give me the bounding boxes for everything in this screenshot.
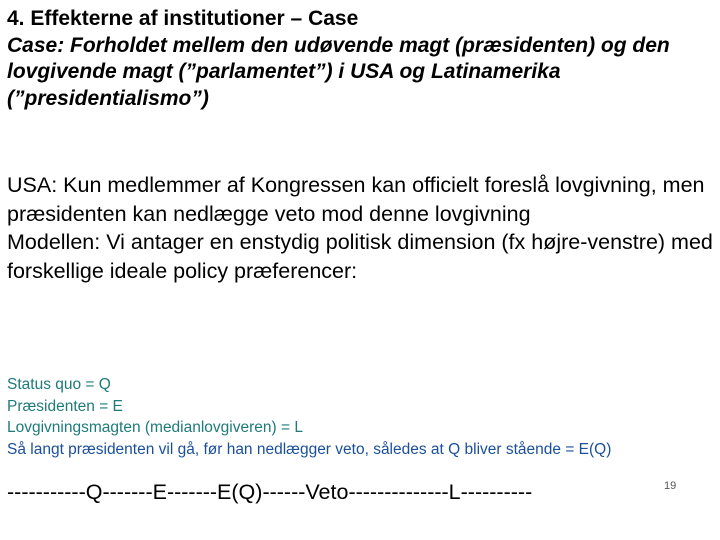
slide-body bbox=[7, 171, 713, 285]
slide-title-block bbox=[7, 6, 713, 112]
definition-condition: Så langt præsidenten vil gå, før han nedlægger veto, således at Q bliver stående = E(Q) bbox=[7, 440, 612, 458]
definition-president: Præsidenten = E bbox=[7, 397, 123, 415]
definition-legislature: Lovgivningsmagten (medianlovgiveren) = L bbox=[7, 419, 303, 436]
slide-heading: 4. Effekterne af institutioner – Case bbox=[7, 7, 359, 30]
slide-number: 19 bbox=[664, 480, 677, 492]
definition-status-quo: Status quo = Q bbox=[7, 376, 111, 393]
paragraph-model: Modellen: Vi antager en enstydig politisk dimension (fx højre-venstre) med forskellige ideale policy præferencer: bbox=[7, 230, 713, 283]
slide-subtitle: Case: Forholdet mellem den udøvende magt (præsidenten) og den lovgivende magt (”parlamentet”) i USA og Latinamerika (”presidentialismo”) bbox=[7, 33, 670, 110]
definitions-list bbox=[7, 374, 719, 460]
paragraph-usa: USA: Kun medlemmer af Kongressen kan officielt foreslå lovgivning, men præsidenten kan nedlægge veto mod denne lovgivning bbox=[7, 173, 705, 226]
policy-dimension-line: -----------Q-------E-------E(Q)------Veto--------------L---------- bbox=[7, 480, 533, 504]
